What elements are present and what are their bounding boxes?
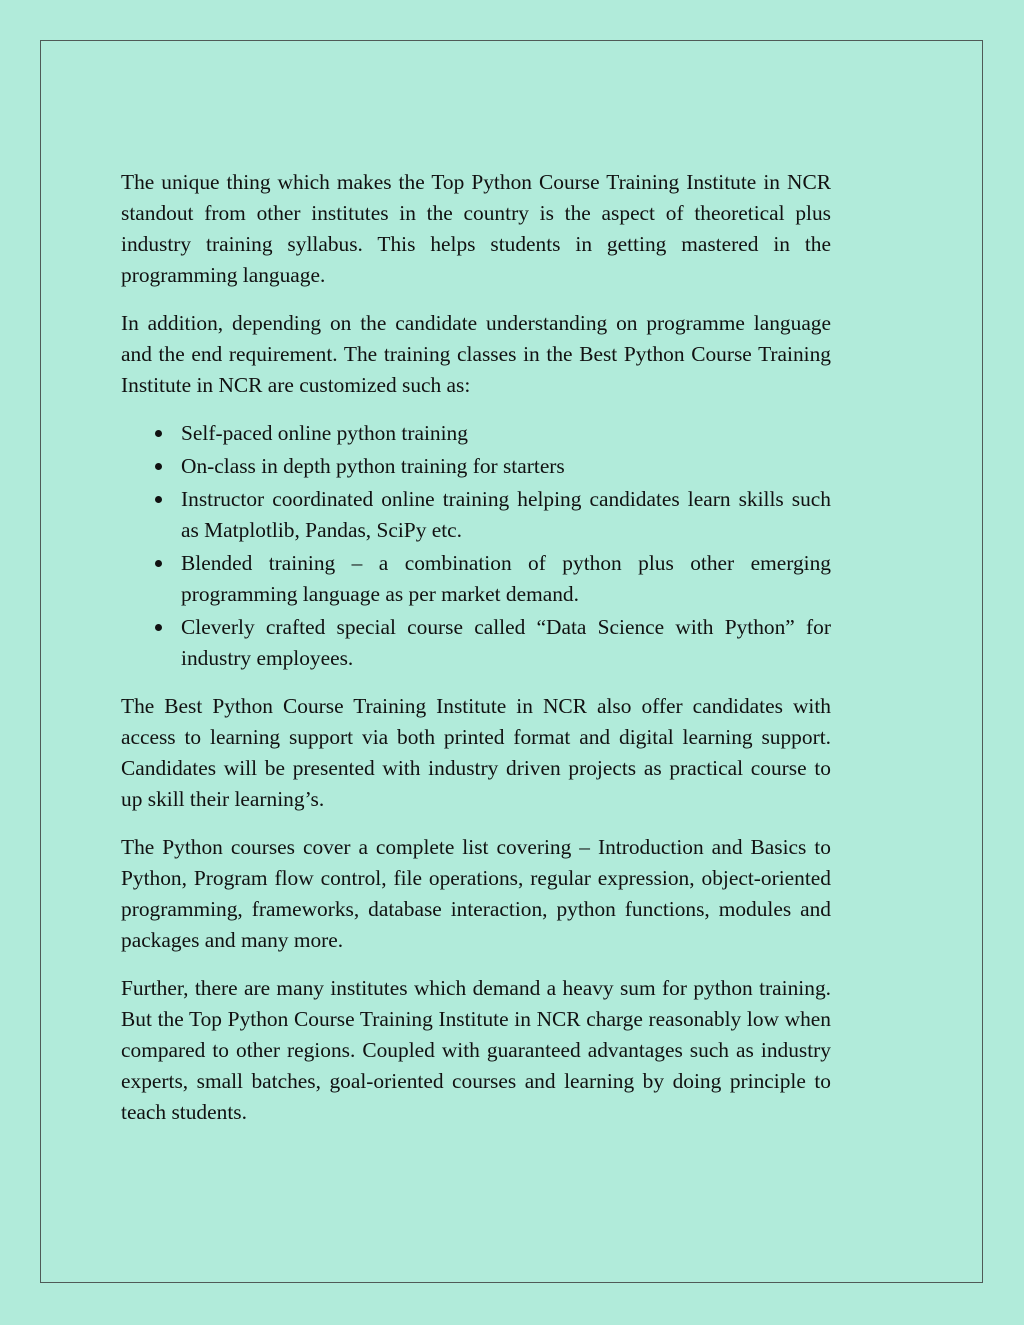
list-item	[181, 612, 831, 674]
list-item	[181, 418, 831, 449]
list-item-text: Cleverly crafted special course called “Data Science with Python” for industry employees.	[181, 615, 831, 670]
paragraph-pricing-advantages: Further, there are many institutes which demand a heavy sum for python training. But the Top Python Course Training Institute in NCR charge reasonably low when compared to other regions. Coupled with guaranteed advantages such as industry experts, small batches, goal-oriented courses and learning by doing principle to teach students.	[121, 976, 831, 1124]
bullet-icon	[155, 430, 162, 437]
list-item-text: Blended training – a combination of python plus other emerging programming language as per market demand.	[181, 551, 831, 606]
bullet-icon	[155, 463, 162, 470]
paragraph-unique-aspect: The unique thing which makes the Top Python Course Training Institute in NCR standout from other institutes in the country is the aspect of theoretical plus industry training syllabus. This helps students in getting mastered in the programming language.	[121, 170, 831, 287]
list-item-text: On-class in depth python training for starters	[181, 454, 565, 478]
list-item	[181, 484, 831, 546]
list-item	[181, 548, 831, 610]
bullet-icon	[155, 496, 162, 503]
paragraph-customized-classes: In addition, depending on the candidate understanding on programme language and the end requirement. The training classes in the Best Python Course Training Institute in NCR are customized such as:	[121, 311, 831, 397]
bullet-icon	[155, 560, 162, 567]
document-body	[121, 167, 831, 1145]
list-item-text: Self-paced online python training	[181, 421, 468, 445]
paragraph-learning-support: The Best Python Course Training Institute in NCR also offer candidates with access to learning support via both printed format and digital learning support. Candidates will be presented with industry driven projects as practical course to up skill their learning’s.	[121, 694, 831, 811]
paragraph-course-coverage: The Python courses cover a complete list covering – Introduction and Basics to Python, Program flow control, file operations, regular expression, object-oriented programming, frameworks, database interaction, python functions, modules and packages and many more.	[121, 835, 831, 952]
list-item-text: Instructor coordinated online training helping candidates learn skills such as Matplotlib, Pandas, SciPy etc.	[181, 487, 831, 542]
list-item	[181, 451, 831, 482]
training-types-list	[121, 418, 831, 674]
bullet-icon	[155, 624, 162, 631]
